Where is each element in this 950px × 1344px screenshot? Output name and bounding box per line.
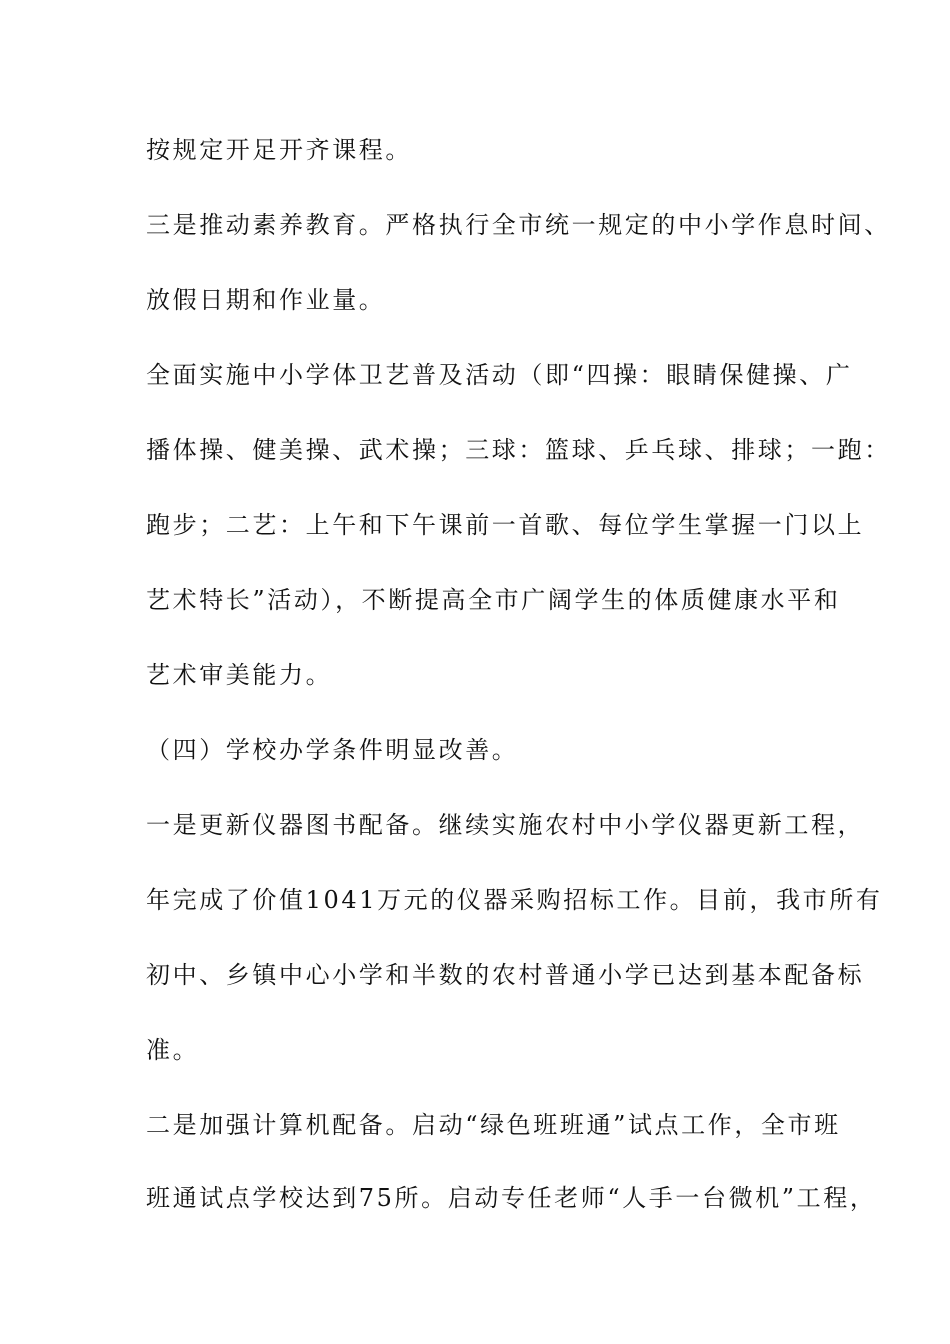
text-line: 年完成了价值1041万元的仪器采购招标工作。目前，我市所有 [146,886,883,914]
text-line: 三是推动素养教育。严格执行全市统一规定的中小学作息时间、 [146,211,891,239]
section-heading: （四）学校办学条件明显改善。 [146,736,519,764]
text-line: 准。 [146,1036,200,1064]
text-line: 跑步；二艺：上午和下午课前一首歌、每位学生掌握一门以上 [146,511,865,539]
text-line: 班通试点学校达到75所。启动专任老师“人手一台微机”工程， [146,1184,877,1212]
text-line: 放假日期和作业量。 [146,286,386,314]
text-line: 二是加强计算机配备。启动“绿色班班通”试点工作，全市班 [146,1111,841,1139]
text-line: 艺术审美能力。 [146,661,333,689]
text-line: 播体操、健美操、武术操；三球：篮球、乒乓球、排球；一跑： [146,436,891,464]
text-line: 全面实施中小学体卫艺普及活动（即“四操：眼睛保健操、广 [146,361,853,389]
text-line: 艺术特长”活动），不断提高全市广阔学生的体质健康水平和 [146,586,841,614]
text-line: 一是更新仪器图书配备。继续实施农村中小学仪器更新工程， [146,811,865,839]
text-line: 按规定开足开齐课程。 [146,136,412,164]
text-line: 初中、乡镇中心小学和半数的农村普通小学已达到基本配备标 [146,961,865,989]
